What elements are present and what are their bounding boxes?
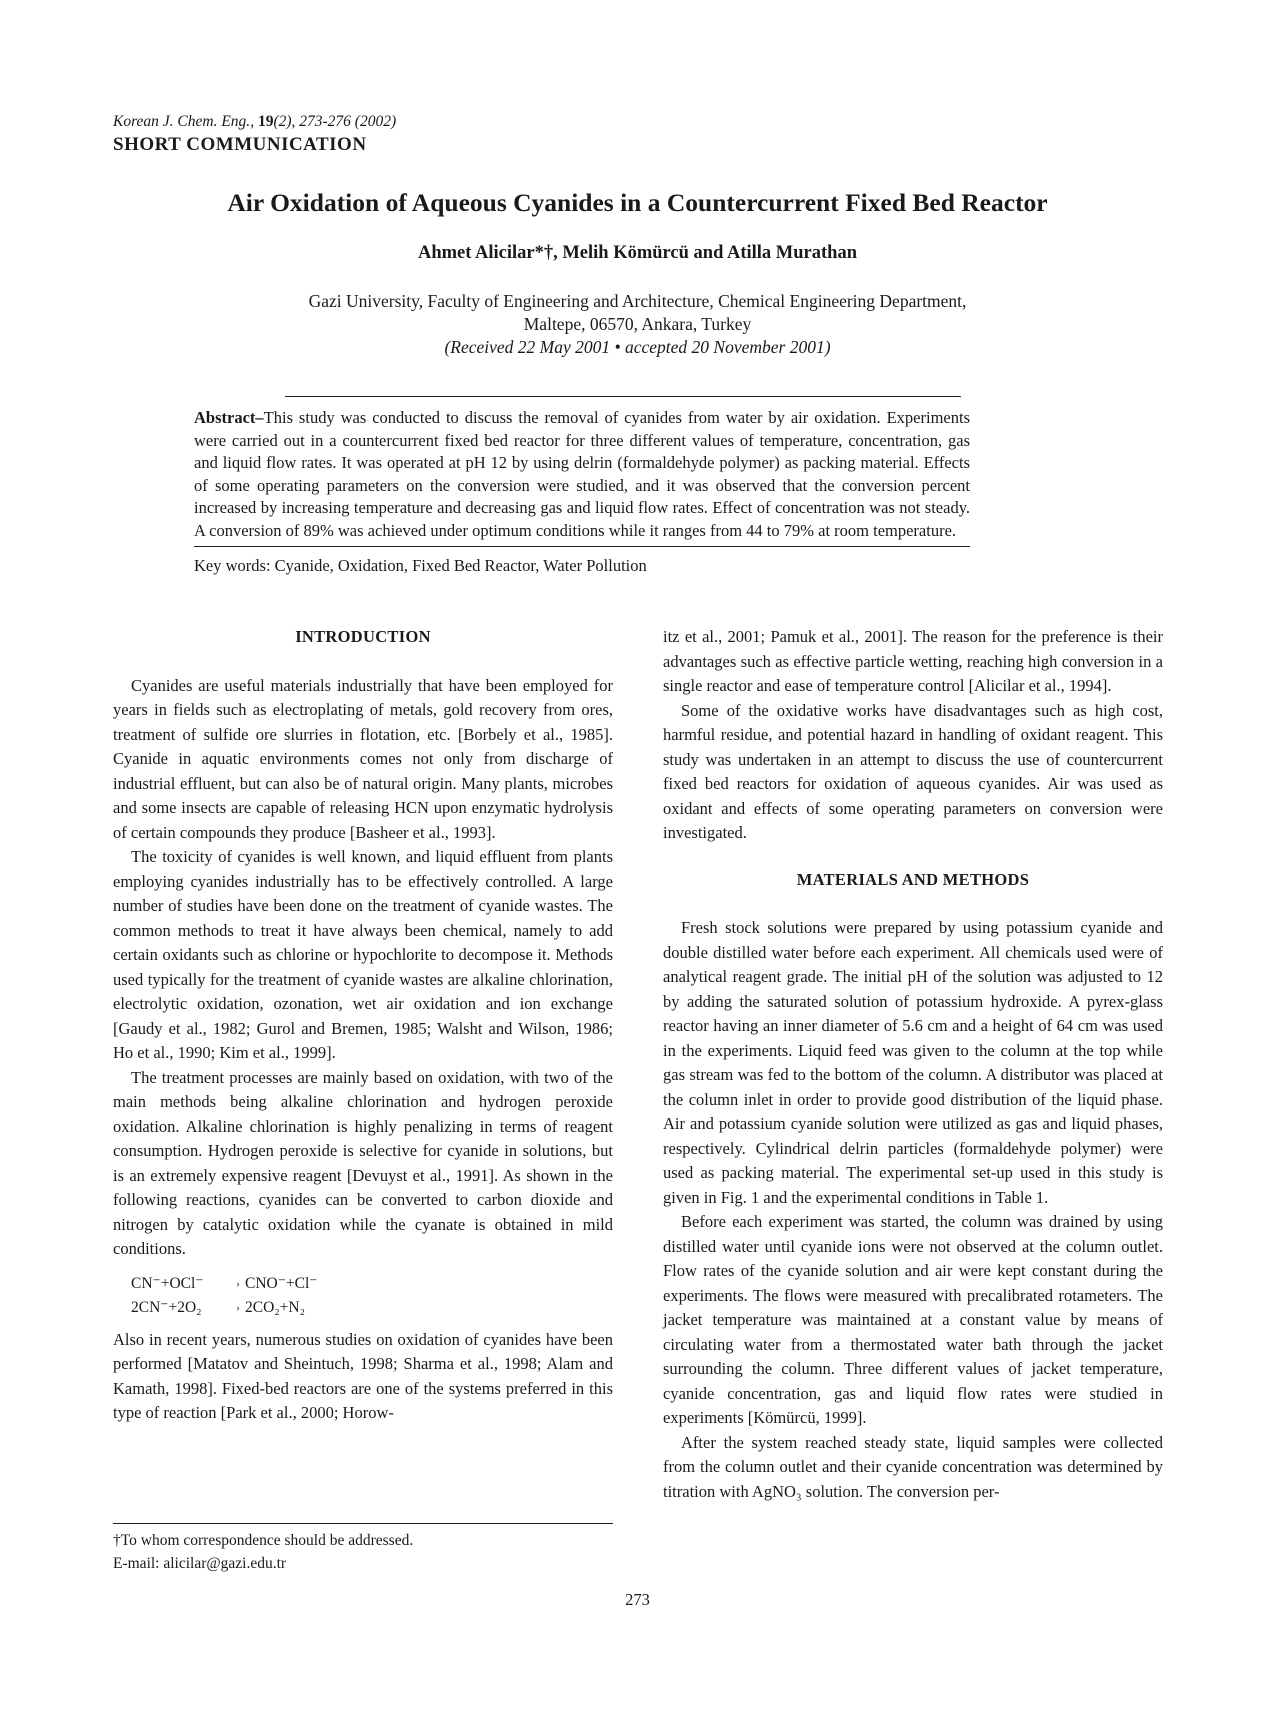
right-column [663,625,1163,1504]
methods-paragraph-2: Before each experiment was started, the column was drained by using distilled water until cyanide ions were not observed at the column outlet. Flow rates of the cyanide solution and air were kept constant during the experiments. The flows were measured with precalibrated rotameters. The jacket temperature was maintained at a constant value by means of circulating water from a thermostated water bath through the jacket surrounding the column. Three different values of jacket temperature, cyanide concentration, gas and liquid flow rates were studied in experiments [Kömürcü, 1999]. [663,1212,1163,1427]
keywords: Key words: Cyanide, Oxidation, Fixed Bed Reactor, Water Pollution [194,556,647,575]
reaction-arrow-icon: › [236,1277,240,1290]
reaction-1-products: CNO⁻+Cl⁻ [245,1274,318,1292]
methods-paragraph-3: After the system reached steady state, liquid samples were collected from the column outlet and their cyanide concentration was determined by titration with AgNO₃ solution. The conversion per- [663,1432,1163,1501]
journal-name: Korean J. Chem. Eng. [113,113,251,130]
affiliation-line-2: Maltepe, 06570, Ankara, Turkey [523,314,752,334]
page-number: 273 [625,1590,650,1609]
intro-paragraph-5: Some of the oxidative works have disadvantages such as high cost, harmful residue, and potential hazard in handling of oxidant reagent. This study was undertaken in an attempt to discuss the use of countercurrent fixed bed reactors for oxidation of aqueous cyanides. Air was used as oxidant and effects of some operating parameters on conversion were investigated. [663,700,1163,842]
intro-paragraph-continued: itz et al., 2001; Pamuk et al., 2001]. The reason for the preference is their advantages such as effective particle wetting, reaching high conversion in a single reactor and ease of temperature control [Alicilar et al., 1994]. [663,627,1163,695]
reaction-2-reactants: 2CN⁻+2O₂ [131,1298,202,1316]
abstract [194,407,970,542]
reaction-arrow-icon: › [236,1301,240,1314]
journal-citation: Korean J. Chem. Eng., 19(2), 273-276 (2002) [113,113,397,130]
abstract-text: This study was conducted to discuss the removal of cyanides from water by air oxidation. Experiments were carried out in a countercurrent fixed bed reactor for three different values of temperature, concentration, gas and liquid flow rates. It was operated at pH 12 by using delrin (formaldehyde polymer) as packing material. Effects of some operating parameters on the conversion were studied, and it was observed that the conversion percent increased by increasing temperature and decreasing gas and liquid flow rates. Effect of concentration was not steady. A conversion of 89% was achieved under optimum conditions while it ranges from 44 to 79% at room temperature. [194,408,970,540]
email-line: E-mail: alicilar@gazi.edu.tr [113,1555,287,1572]
intro-paragraph-3: The treatment processes are mainly based on oxidation, with two of the main methods being alkaline chlorination and hydrogen peroxide oxidation. Alkaline chlorination is highly penalizing in terms of reagent consumption. Hydrogen peroxide is selective for cyanide in solutions, but is an extremely expensive reagent [Devuyst et al., 1991]. As shown in the following reactions, cyanides can be converted to carbon dioxide and nitrogen by catalytic oxidation while the cyanate is obtained in mild conditions. [113,1067,613,1258]
correspondence-note: †To whom correspondence should be addressed. [113,1532,414,1549]
abstract-top-rule [285,396,961,397]
intro-paragraph-2: The toxicity of cyanides is well known, and liquid effluent from plants employing cyanides industrially has to be effectively controlled. A large number of studies have been done on the treatment of cyanide wastes. The common methods to treat it have always been chemical, namely to add certain oxidants such as chlorine or hypochlorite to decompose it. Methods used typically for the treatment of cyanide wastes are alkaline chlorination, electrolytic oxidation, ozonation, wet air oxidation and ion exchange [Gaudy et al., 1982; Gurol and Bremen, 1985; Walsht and Wilson, 1986; Ho et al., 1990; Kim et al., 1999]. [113,847,613,1062]
intro-paragraph-1: Cyanides are useful materials industrially that have been employed for years in fields such as electroplating of metals, gold recovery from ores, treatment of sulfide ore slurries in flotation, etc. [Borbely et al., 1985]. Cyanide in aquatic environments comes not only from discharge of industrial effluent, but can also be of natural origin. Many plants, microbes and some insects are capable of releasing HCN upon enzymatic hydrolysis of certain compounds they produce [Basheer et al., 1993]. [113,675,613,842]
section-type: SHORT COMMUNICATION [113,134,367,155]
footnote-rule [113,1523,613,1524]
left-column [113,625,613,1426]
intro-paragraph-4: Also in recent years, numerous studies on oxidation of cyanides have been performed [Matatov and Sheintuch, 1998; Sharma et al., 1998; Alam and Kamath, 1998]. Fixed-bed reactors are one of the systems preferred in this type of reaction [Park et al., 2000; Horow- [113,1329,613,1422]
abstract-label: Abstract– [194,408,264,427]
reaction-1-reactants: CN⁻+OCl⁻ [131,1274,204,1292]
methods-paragraph-1: Fresh stock solutions were prepared by using potassium cyanide and double distilled water before each experiment. All chemicals used were of analytical reagent grade. The initial pH of the solution was adjusted to 12 by adding the saturated solution of potassium hydroxide. A pyrex-glass reactor having an inner diameter of 5.6 cm and a height of 64 cm was used in the experiments. Liquid feed was given to the column at the top while gas stream was fed to the bottom of the column. A distributor was placed at the column inlet in order to provide good distribution of the liquid phase. Air and potassium cyanide solution were utilized as gas and liquid phases, respectively. Cylindrical delrin particles (formaldehyde polymer) were used as packing material. The experimental set-up used in this study is given in Fig. 1 and the experimental conditions in Table 1. [663,918,1163,1207]
reaction-equations [131,1272,613,1320]
affiliation-block [0,290,1275,359]
reaction-2-products: 2CO₂+N₂ [245,1298,306,1316]
affiliation-line-1: Gazi University, Faculty of Engineering and Architecture, Chemical Engineering Department, [308,291,967,311]
received-dates: (Received 22 May 2001 • accepted 20 November 2001) [444,337,831,357]
footnote [113,1529,613,1575]
journal-issue-pages: (2), 273-276 (2002) [273,113,397,130]
materials-methods-heading: MATERIALS AND METHODS [796,869,1030,889]
author-list: Ahmet Alicilar*†, Melih Kömürcü and Atilla Murathan [417,243,858,263]
paper-title: Air Oxidation of Aqueous Cyanides in a Countercurrent Fixed Bed Reactor [227,188,1048,217]
introduction-heading: INTRODUCTION [295,627,431,646]
abstract-bottom-rule [194,546,970,547]
reaction-1 [131,1272,613,1296]
journal-volume: 19 [257,113,274,130]
reaction-2 [131,1296,613,1320]
